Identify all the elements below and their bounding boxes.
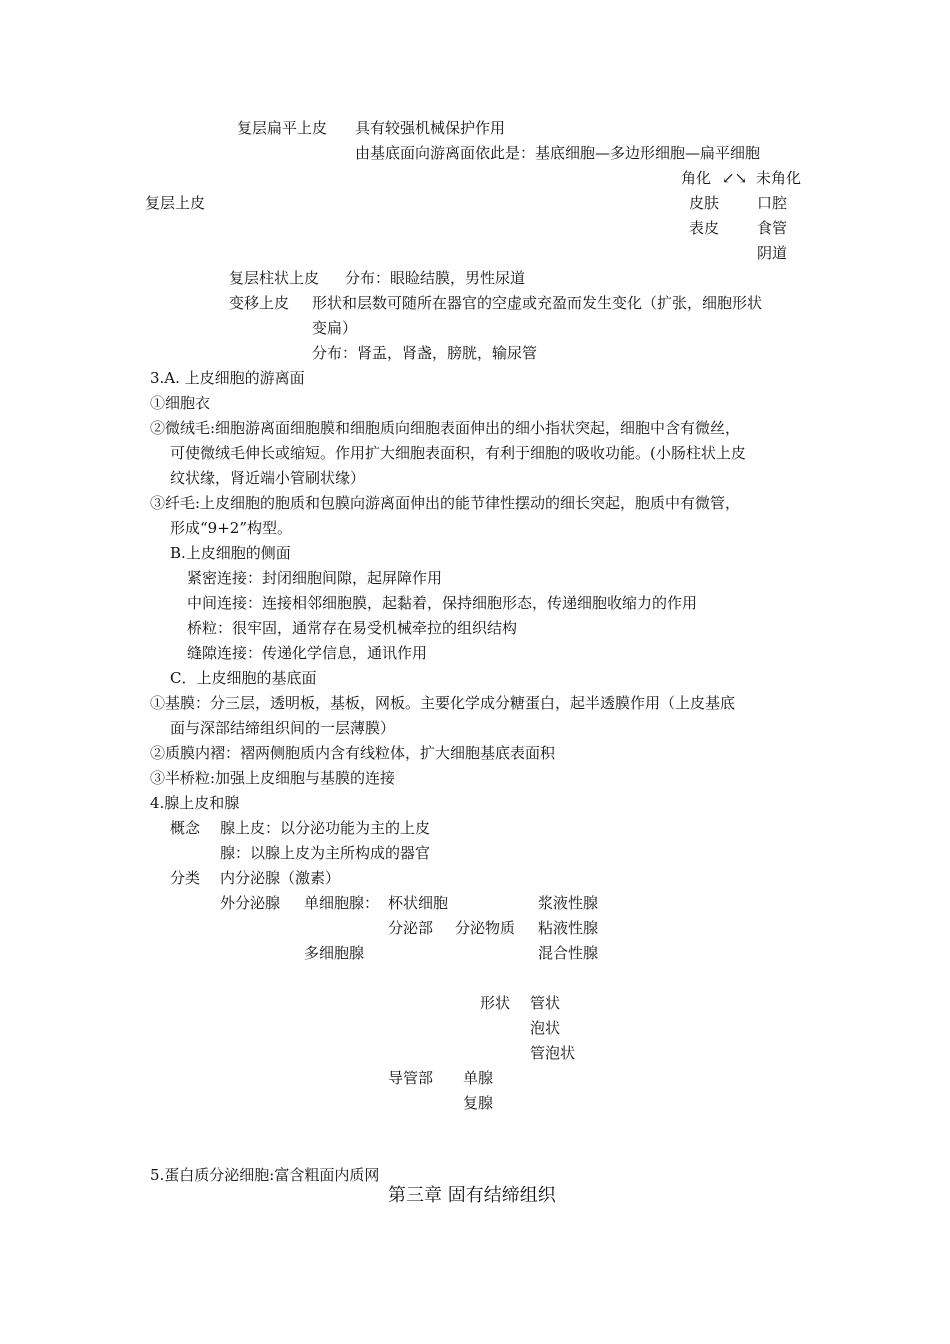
mixed-gland: 混合性腺 <box>538 944 599 962</box>
microvilli-line-2: 可使微绒毛伸长或缩短。作用扩大细胞表面积，有利于细胞的吸收功能。(小肠柱状上皮 <box>170 444 746 462</box>
simple-gland: 单腺 <box>463 1069 494 1087</box>
microvilli-line-1: ②微绒毛:细胞游离面细胞膜和细胞质向细胞表面伸出的细小指状突起，细胞中含有微丝， <box>150 419 741 437</box>
nonkeratinized-site-oral: 口腔 <box>757 194 788 212</box>
concept-label: 概念 <box>170 819 201 837</box>
unicellular-gland: 单细胞腺： <box>304 894 380 912</box>
mucous-gland: 粘液性腺 <box>538 919 599 937</box>
goblet-cell: 杯状细胞 <box>388 894 449 912</box>
shape-label: 形状 <box>480 994 511 1012</box>
basement-membrane-line-1: ①基膜：分三层，透明板，基板，网板。主要化学成分糖蛋白，起半透膜作用（上皮基底 <box>150 694 736 712</box>
branch-arrows: ↙↘ <box>722 169 748 187</box>
plasma-membrane-infolding: ②质膜内褶：褶两侧胞质内含有线粒体，扩大细胞基底表面积 <box>150 744 556 762</box>
alveolar-shape: 泡状 <box>530 1019 561 1037</box>
secretory-part: 分泌部 <box>388 919 434 937</box>
hemidesmosome: ③半桥粒:加强上皮细胞与基膜的连接 <box>150 769 396 787</box>
stratified-squamous-heading: 复层扁平上皮 <box>237 119 328 137</box>
basement-membrane-line-2: 面与深部结缔组织间的一层薄膜） <box>170 719 396 737</box>
intermediate-junction: 中间连接：连接相邻细胞膜，起黏着，保持细胞形态，传递细胞收缩力的作用 <box>187 594 698 612</box>
free-surface-heading: 3.A. 上皮细胞的游离面 <box>150 369 305 387</box>
classification-label: 分类 <box>170 869 201 887</box>
desmosome: 桥粒：很牢固，通常存在易受机械牵拉的组织结构 <box>187 619 518 637</box>
gland-definition: 腺：以腺上皮为主所构成的器官 <box>220 844 431 862</box>
tubular-shape: 管状 <box>530 994 561 1012</box>
glandular-epithelium-definition: 腺上皮：以分泌功能为主的上皮 <box>220 819 431 837</box>
secretion-label: 分泌物质 <box>455 919 516 937</box>
cilia-line-2: 形成“9+2”构型。 <box>170 519 292 537</box>
chapter-title: 第三章 固有结缔组织 <box>388 1185 556 1206</box>
stratified-epithelium-label: 复层上皮 <box>145 194 206 212</box>
keratinized-site-skin: 皮肤 <box>689 194 720 212</box>
stratified-squamous-order: 由基底面向游离面依此是：基底细胞—多边形细胞—扁平细胞 <box>355 144 761 162</box>
tight-junction: 紧密连接：封闭细胞间隙，起屏障作用 <box>187 569 443 587</box>
tubuloalveolar-shape: 管泡状 <box>530 1044 576 1062</box>
multicellular-gland: 多细胞腺 <box>304 944 365 962</box>
keratinized-label: 角化 <box>681 169 712 187</box>
stratified-columnar-distribution: 分布：眼睑结膜，男性尿道 <box>345 269 526 287</box>
transitional-heading: 变移上皮 <box>229 294 290 312</box>
basal-surface-heading: C．上皮细胞的基底面 <box>170 669 317 687</box>
exocrine-gland: 外分泌腺 <box>220 894 281 912</box>
gland-section-heading: 4.腺上皮和腺 <box>150 794 240 812</box>
nonkeratinized-site-vagina: 阴道 <box>757 244 788 262</box>
stratified-squamous-function: 具有较强机械保护作用 <box>355 119 506 137</box>
nonkeratinized-label: 未角化 <box>756 169 802 187</box>
transitional-description-1: 形状和层数可随所在器官的空虚或充盈而发生变化（扩张，细胞形状 <box>312 294 763 312</box>
cilia-line-1: ③纤毛:上皮细胞的胞质和包膜向游离面伸出的能节律性摆动的细长突起，胞质中有微管， <box>150 494 741 512</box>
gap-junction: 缝隙连接：传递化学信息，通讯作用 <box>187 644 428 662</box>
nonkeratinized-site-esophagus: 食管 <box>757 219 788 237</box>
lateral-surface-heading: B.上皮细胞的侧面 <box>170 544 291 562</box>
microvilli-line-3: 纹状缘，肾近端小管刷状缘） <box>170 469 366 487</box>
cell-coat: ①细胞衣 <box>150 394 211 412</box>
keratinized-site-epidermis: 表皮 <box>689 219 720 237</box>
compound-gland: 复腺 <box>463 1094 494 1112</box>
transitional-description-2: 变扁） <box>312 319 358 337</box>
serous-gland: 浆液性腺 <box>538 894 599 912</box>
transitional-distribution: 分布：肾盂，肾盏，膀胱，输尿管 <box>312 344 538 362</box>
stratified-columnar-heading: 复层柱状上皮 <box>229 269 320 287</box>
duct-part: 导管部 <box>388 1069 434 1087</box>
endocrine-gland: 内分泌腺（激素） <box>220 869 341 887</box>
protein-secreting-cell: 5.蛋白质分泌细胞:富含粗面内质网 <box>150 1166 380 1184</box>
